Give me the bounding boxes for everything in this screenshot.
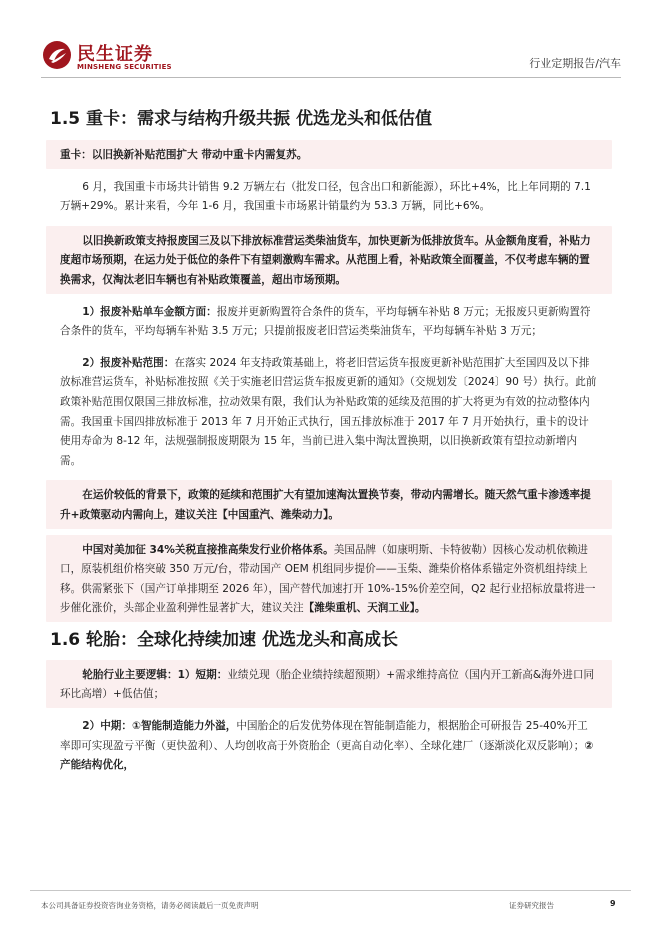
page-header (0, 0, 662, 82)
minsheng-logo-icon (42, 40, 72, 70)
page-number: 9 (610, 899, 616, 908)
policy-band-text: 以旧换新政策支持报废国三及以下排放标准营运类柴油货车，加快更新为低排放货车。从金额角度看，补贴力度超市场预期，在运力处于低位的条件下有望刺激购车需求。从范围上看，补贴政策全面覆盖，不仅考虑车辆的置换需求，仅淘汰老旧车辆也有补贴政策覆盖，超出市场预期。 (60, 234, 591, 286)
page-content (46, 98, 616, 779)
tariff-band (46, 535, 612, 622)
footer-disclaimer: 本公司具备证券投资咨询业务资格，请务必阅读最后一页免责声明 (41, 901, 259, 910)
header-divider (41, 77, 621, 78)
truck-summary-text: 重卡：以旧换新补贴范围扩大 带动中重卡内需复苏。 (60, 149, 308, 161)
tariff-band-tail: 【潍柴重机、天润工业】。 (303, 602, 426, 615)
footer-divider (30, 890, 631, 891)
recommendation-band-text: 在运价较低的背景下，政策的延续和范围扩大有望加速淘汰置换节奏，带动内需增长。随天然气重卡渗透率提升+政策驱动内需向上，建议关注【中国重汽、潍柴动力】。 (60, 489, 591, 521)
tire-midterm-paragraph (46, 714, 612, 779)
subsidy-scope-label: 2）报废补贴范围： (82, 356, 175, 369)
recommendation-band (46, 480, 612, 528)
section-title-tires: 1.6 轮胎：全球化持续加速 优选龙头和高成长 (50, 629, 398, 650)
section-title-trucks: 1.5 重卡：需求与结构升级共振 优选龙头和低估值 (50, 109, 432, 129)
subsidy-amount-label: 1）报废补贴单车金额方面： (82, 305, 217, 318)
report-category: 行业定期报告/汽车 (529, 57, 621, 70)
tire-midterm-label: 2）中期：①智能制造能力外溢， (82, 720, 237, 733)
company-logo (42, 40, 172, 74)
subsidy-amount-text: 报废并更新购置符合条件的货车，平均每辆车补贴 8 万元；无报废只更新购置符合条件的货车，平均每辆车补贴 3.5 万元；只提前报废老旧营运类柴油货车，平均每辆车补贴 3 万元； (60, 305, 591, 338)
logo-text-cn: 民生证券 (77, 44, 153, 65)
subsidy-amount-paragraph (46, 300, 612, 345)
policy-band (46, 226, 612, 294)
tire-logic-lead: 轮胎行业主要逻辑：1）短期： (82, 668, 228, 681)
subsidy-scope-text: 在落实 2024 年支持政策基础上，将老旧营运货车报废更新补贴范围扩大至国四及以下排放标准营运货车，补贴标准按照《关于实施老旧营运货车报废更新的通知》（交规划发〔2024〕90 号）执行。此前政策补贴范围仅限国三排放标准，拉动效果有限，我们认为补贴政策的延续及范围的扩大将更为有效的拉动整体内需。我国重卡国四排放标准于 2013 年 7 月开始正式执行，国五排放标准于 2017 年 7 月开始执行，重卡的设计使用寿命为 8-12 年，法规强制报废期限为 15 年，当前已进入集中淘汰置换期，以旧换新政策有望拉动新增内需。 (60, 356, 597, 467)
tire-logic-text: 业绩兑现（胎企业绩持续超预期）+需求维持高位（国内开工新高&海外进口同环比高增）+低估值； (60, 668, 595, 701)
truck-sales-paragraph: 6 月，我国重卡市场共计销售 9.2 万辆左右（批发口径，包含出口和新能源），环比+4%，比上年同期的 7.1 万辆+29%。累计来看，今年 1-6 月，我国重卡市场累计销量约为 53.3 万辆，同比+6%。 (60, 180, 591, 213)
truck-summary-band (46, 140, 612, 169)
tire-logic-band (46, 660, 612, 708)
footer-report-type: 证券研究报告 (509, 901, 554, 910)
tariff-band-lead: 中国对美加征 34%关税直接推高柴发行业价格体系。 (82, 543, 334, 556)
tariff-band-text: 美国品牌（如康明斯、卡特彼勒）因核心发动机依赖进口，原装机组价格突破 350 万元/台，带动国产 OEM 机组同步提价——玉柴、潍柴价格体系锚定外资机组持续上移。供需紧张下（国产订单排期至 2026 年），国产替代加速打开 10%-15%价差空间，Q2 起行业招标放量将进一步催化涨价，头部企业盈利弹性显著扩大，建议关注 (60, 543, 596, 615)
tire-midterm-tail: ②产能结构优化， (60, 739, 594, 772)
logo-text-en: MINSHENG SECURITIES (77, 63, 172, 71)
subsidy-scope-paragraph (46, 351, 612, 475)
tire-midterm-text: 中国胎企的后发优势体现在智能制造能力，根据胎企可研报告 25-40%开工率即可实现盈亏平衡（更快盈利）、人均创收高于外资胎企（更高自动化率）、全球化建厂（逐渐淡化双反影响）； (60, 720, 588, 752)
